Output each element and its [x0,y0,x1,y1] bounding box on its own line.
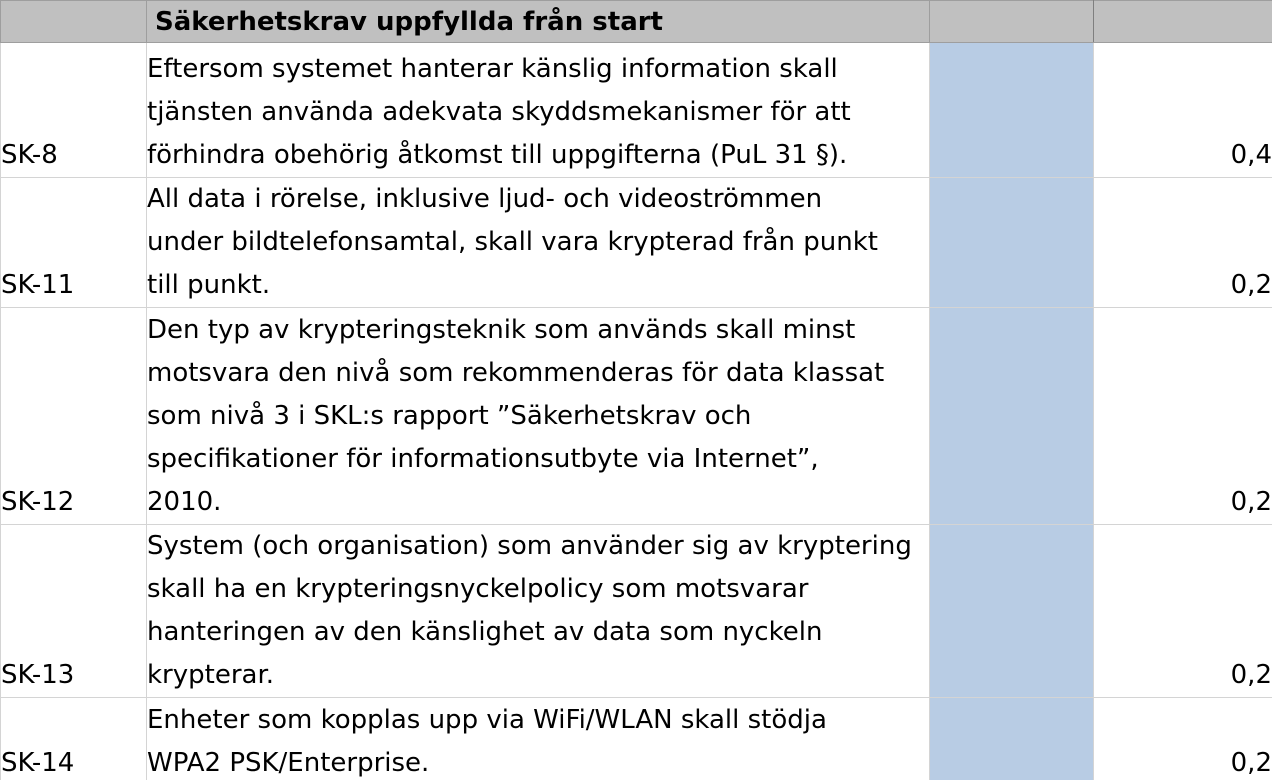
text-line: WPA2 PSK/Enterprise. [147,748,430,778]
highlight-cell[interactable] [930,43,1094,178]
requirement-id-cell[interactable]: SK-12 [1,308,147,525]
text-line: under bildtelefonsamtal, skall vara krypterad från punkt [147,227,878,257]
requirement-id-cell[interactable]: SK-14 [1,698,147,780]
text-line: 2010. [147,487,222,517]
table-row [1,525,1272,698]
requirement-text-cell[interactable] [147,178,930,308]
requirement-text-cell[interactable] [147,698,930,780]
text-line: Den typ av krypteringsteknik som används skall minst [147,315,856,345]
text-line: specifikationer för informationsutbyte via Internet”, [147,444,819,474]
highlight-cell[interactable] [930,178,1094,308]
header-cell-highlight[interactable] [930,1,1094,43]
text-line: System (och organisation) som använder sig av kryptering [147,531,912,561]
header-cell-id[interactable] [1,1,147,43]
weight-value-cell[interactable]: 0,4 [1094,43,1272,178]
section-title[interactable]: Säkerhetskrav uppfyllda från start [147,1,930,43]
header-row [1,1,1272,43]
requirement-text-cell[interactable] [147,525,930,698]
text-line: förhindra obehörig åtkomst till uppgifterna (PuL 31 §). [147,140,848,170]
requirement-id-cell[interactable]: SK-8 [1,43,147,178]
weight-value-cell[interactable]: 0,2 [1094,308,1272,525]
weight-value-cell[interactable]: 0,2 [1094,178,1272,308]
text-line: Eftersom systemet hanterar känslig information skall [147,54,838,84]
requirement-text-cell[interactable] [147,308,930,525]
table-row [1,308,1272,525]
requirement-id-cell[interactable]: SK-11 [1,178,147,308]
table-row [1,43,1272,178]
highlight-cell[interactable] [930,525,1094,698]
table-row [1,178,1272,308]
requirement-text-cell[interactable] [147,43,930,178]
weight-value-cell[interactable]: 0,2 [1094,525,1272,698]
text-line: motsvara den nivå som rekommenderas för data klassat [147,358,885,388]
text-line: krypterar. [147,660,275,690]
text-line: tjänsten använda adekvata skyddsmekanismer för att [147,97,851,127]
text-line: Enheter som kopplas upp via WiFi/WLAN skall stödja [147,705,827,735]
requirement-id-cell[interactable]: SK-13 [1,525,147,698]
text-line: hanteringen av den känslighet av data som nyckeln [147,617,823,647]
highlight-cell[interactable] [930,698,1094,780]
text-line: skall ha en krypteringsnyckelpolicy som motsvarar [147,574,809,604]
highlight-cell[interactable] [930,308,1094,525]
text-line: som nivå 3 i SKL:s rapport ”Säkerhetskrav och [147,401,752,431]
table-row [1,698,1272,780]
header-cell-value[interactable] [1094,1,1272,43]
weight-value-cell[interactable]: 0,2 [1094,698,1272,780]
text-line: till punkt. [147,270,271,300]
text-line: All data i rörelse, inklusive ljud- och videoströmmen [147,184,823,214]
